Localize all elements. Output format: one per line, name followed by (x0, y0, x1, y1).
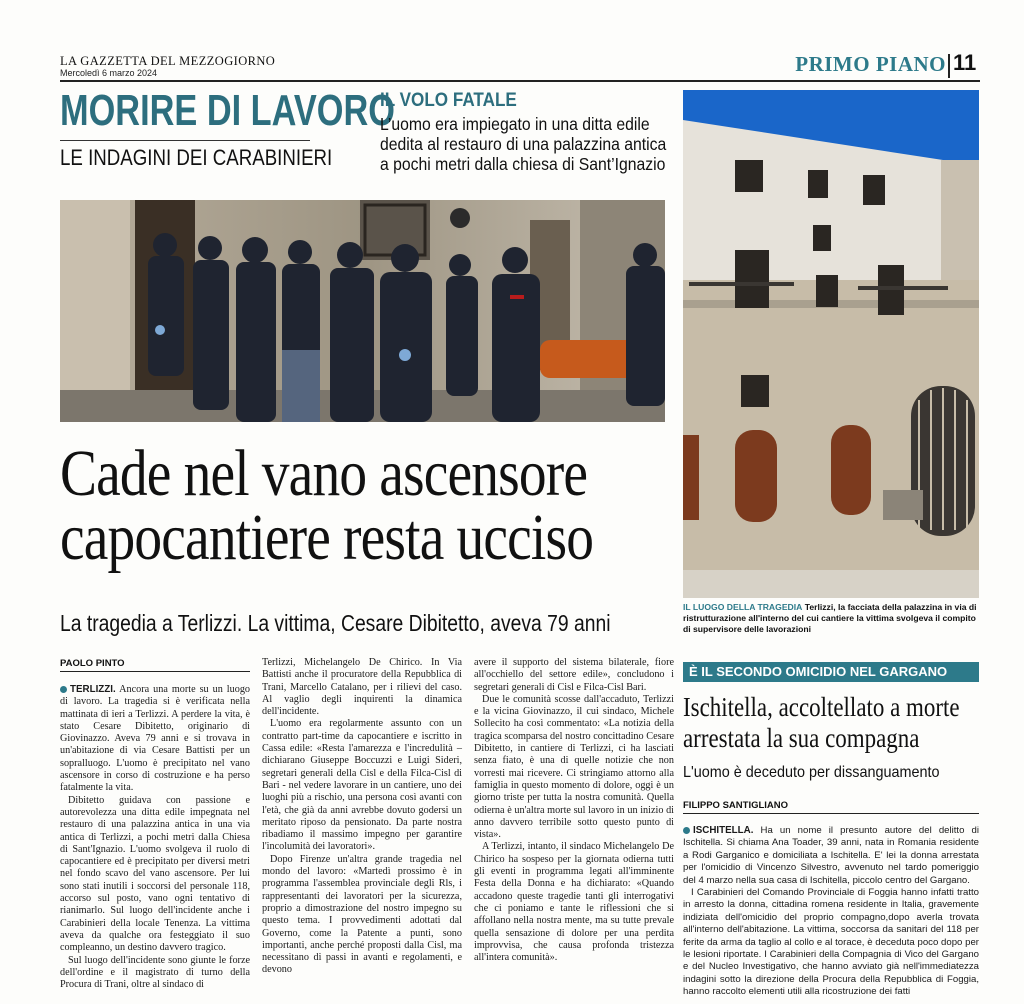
paragraph: Dibitetto guidava con passione e autorevolezza una ditta edile impegnata nel restauro di una palazzina antica in una via antica di Terlizzi, a pochi metri dalla Chiesa di Sant'Ignazio. L'uomo svolgeva il ruolo di capocantiere ed è precipitato per diversi metri nel fondo scavo del vano ascensore. Per lui sono stati inutili i soccorsi del personale 118, accorso sul posto, vano ogni tentativo di rianimarlo. Sul luogo dell'incidente anche i Carabinieri della locale Tenenza. La vittima aveva da qualche ora festeggiato il suo compleanno, un destino davvero tragico. (60, 794, 250, 954)
headline-line-2: capocantiere resta ucciso (60, 501, 594, 574)
caption-label: IL LUOGO DELLA TRAGEDIA (683, 602, 803, 612)
kicker-title: MORIRE DI LAVORO (60, 86, 395, 135)
paragraph: Due le comunità scosse dall'accaduto, Terlizzi e la vicina Giovinazzo, il cui sindaco, Michele Sollecito ha così commentato: «La notizia della tragica scomparsa del nostro concittadino Cesare Dibitetto, in cantiere di Terlizzi, ci ha lasciati senza fiato, è una di quelle notizie che non vorresti mai ricevere. Ci stringiamo attorno alla famiglia in questo momento di dolore, oggi è un giorno triste per tutta la nostra comunità. Quella odierna è un'altra morte sul lavoro in un inizio di anno davvero terribile sotto questo punto di vista». (474, 693, 674, 841)
second-headline-line-2: arrestata la sua compagna (683, 723, 920, 753)
building-facade-photo (683, 90, 979, 598)
dateline: ISCHITELLA. (693, 825, 754, 836)
dateline: TERLIZZI. (70, 684, 116, 695)
sidebar-text: L’uomo era impiegato in una ditta edile dedita al restauro di una palazzina antica a pochi metri dalla chiesa di Sant’Ignazio (380, 114, 667, 174)
article-column-1 (60, 684, 250, 991)
paragraph (60, 684, 250, 795)
paragraph: L'uomo era regolarmente assunto con un contratto part-time da capocantiere e iscritto in Cassa edile: «Resta l'amarezza e l'incredulità – dichiarano Giuseppe Boccuzzi e Luigi Sideri, segretari generali della Cisl e della Filca-Cisl di Bari - nel vedere lavorare in un cantiere, uno dei luoghi più a rischio, una persona così avanti con l'età, che già da anni avrebbe dovuto godersi un meritato riposo da pensionato. Da parte nostra ribadiamo il massimo impegno per garantire l'incolumità dei lavoratori». (262, 718, 462, 853)
paragraph-text: Ha un nome il presunto autore del delitto di Ischitella. Si chiama Ana Toader, 39 anni, nata in Romania residente a Rodi Garganico e domiciliata a Ischitella. E' lei la donna arrestata per l'omicidio di Vincenzo Silvestro, avvenuto nel tardo pomeriggio del 4 marzo nella sua casa di Ischitella, piccolo centro del Gargano. (683, 825, 979, 886)
crowd-photo (60, 200, 665, 422)
main-byline: PAOLO PINTO (60, 658, 250, 672)
paragraph (683, 825, 979, 887)
second-article-byline: FILIPPO SANTIGLIANO (683, 800, 979, 814)
bullet-icon (683, 827, 690, 834)
paragraph: Terlizzi, Michelangelo De Chirico. In Via Battisti anche il procuratore della Repubblica di Trani, Marcello Catalano, per i rilievi del caso. Al vaglio degli inquirenti la dinamica dell'incidente. (262, 657, 462, 718)
second-headline-line-1: Ischitella, accoltellato a morte (683, 692, 960, 722)
sidebar-title: IL VOLO FATALE (380, 90, 517, 111)
building-facade-illustration (683, 90, 979, 598)
issue-date: Mercoledì 6 marzo 2024 (60, 68, 158, 78)
second-article-body (683, 825, 979, 999)
paragraph-text: Ancora una morte su un luogo di lavoro. La tragedia si è verificata nella mattinata di ieri a Terlizzi. A perdere la vita, è stato Cesare Dibitetto, originario di Giovinazzo. Aveva 79 anni e si trovava in un'abitazione di via Cesare Battisti per un sopralluogo. L'uomo è precipitato nel vano ascensore in corso di costruzione e ha perso fatalmente la vita. (60, 684, 251, 794)
main-deck: La tragedia a Terlizzi. La vittima, Cesare Dibitetto, aveva 79 anni (60, 610, 611, 636)
page-number: 11 (953, 50, 977, 75)
newspaper-masthead: LA GAZZETTA DEL MEZZOGIORNO (60, 54, 276, 68)
paragraph: avere il supporto del sistema bilaterale, fiore all'occhiello del settore edile», concludono i segretari generali di Cisl e Filca-Cisl Bari. (474, 657, 674, 693)
kicker-rule (60, 140, 310, 141)
paragraph: Sul luogo dell'incidente sono giunte le forze dell'ordine e il magistrato di turno della Procura di Trani, oltre al sindaco di (60, 954, 250, 991)
caption-text: Terlizzi, la facciata della palazzina in via di ristrutturazione all'interno del cui cantiere la vittima svolgeva il compito di supervisore delle lavorazioni (683, 602, 977, 634)
crowd-photo-illustration (60, 200, 665, 422)
paragraph: I Carabinieri del Comando Provinciale di Foggia hanno infatti tratto in arresto la donna, cittadina romena residente in Italia, gravemente indiziata dell'omicidio del proprio compagno,dopo averla trovata all'interno dell'abitazione. La vittima, soccorsa da sanitari del 118 per ferite da arma da taglio al collo e al torace, è deceduta poco dopo per le lesioni riportate. I Carabinieri della Compagnia di Vico del Gargano e del Nucleo Investigativo, che hanno avviato già nell'immediatezza indagini sotto la direzione della Procura della Repubblica di Foggia, hanno raccolto elementi utili alla ricostruzione dei fatti (683, 887, 979, 998)
article-column-3 (474, 657, 674, 964)
header-rule (60, 80, 980, 82)
photo-caption (683, 602, 983, 635)
page-number-divider (948, 54, 950, 78)
headline-line-1: Cade nel vano ascensore (60, 437, 588, 510)
second-article-deck: L'uomo è deceduto per dissanguamento (683, 764, 940, 781)
paragraph: A Terlizzi, intanto, il sindaco Michelangelo De Chirico ha sospeso per la giornata odierna tutti gli eventi in programma legati all'imminente Festa della Donna e ha dichiarato: «Quando accadono queste tragedie tanti gli interrogativi che ci poniamo e tante le riflessioni che si affollano nella nostra mente, ma su tutte prevale quella sensazione di dolore per una perdita improvvisa, che causa profonda tristezza all'intera comunità». (474, 841, 674, 964)
paragraph: Dopo Firenze un'altra grande tragedia nel mondo del lavoro: «Martedì prossimo è in programma l'assemblea provinciale degli Rls, i rappresentanti dei lavoratori per la sicurezza, proprio a dimostrazione del nostro impegno su questo tema. I provvedimenti adottati dal Governo, come la Patente a punti, sono importanti, anche perché proposti dalla Cisl, ma necessitano di passi in avanti e regolamenti, e devono (262, 853, 462, 976)
second-article-banner: È IL SECONDO OMICIDIO NEL GARGANO (683, 662, 979, 682)
second-article-headline (683, 692, 960, 754)
article-column-2 (262, 657, 462, 977)
kicker-subtitle: LE INDAGINI DEI CARABINIERI (60, 145, 333, 170)
section-title: PRIMO PIANO (795, 52, 946, 76)
main-headline (60, 437, 594, 574)
bullet-icon (60, 686, 67, 693)
